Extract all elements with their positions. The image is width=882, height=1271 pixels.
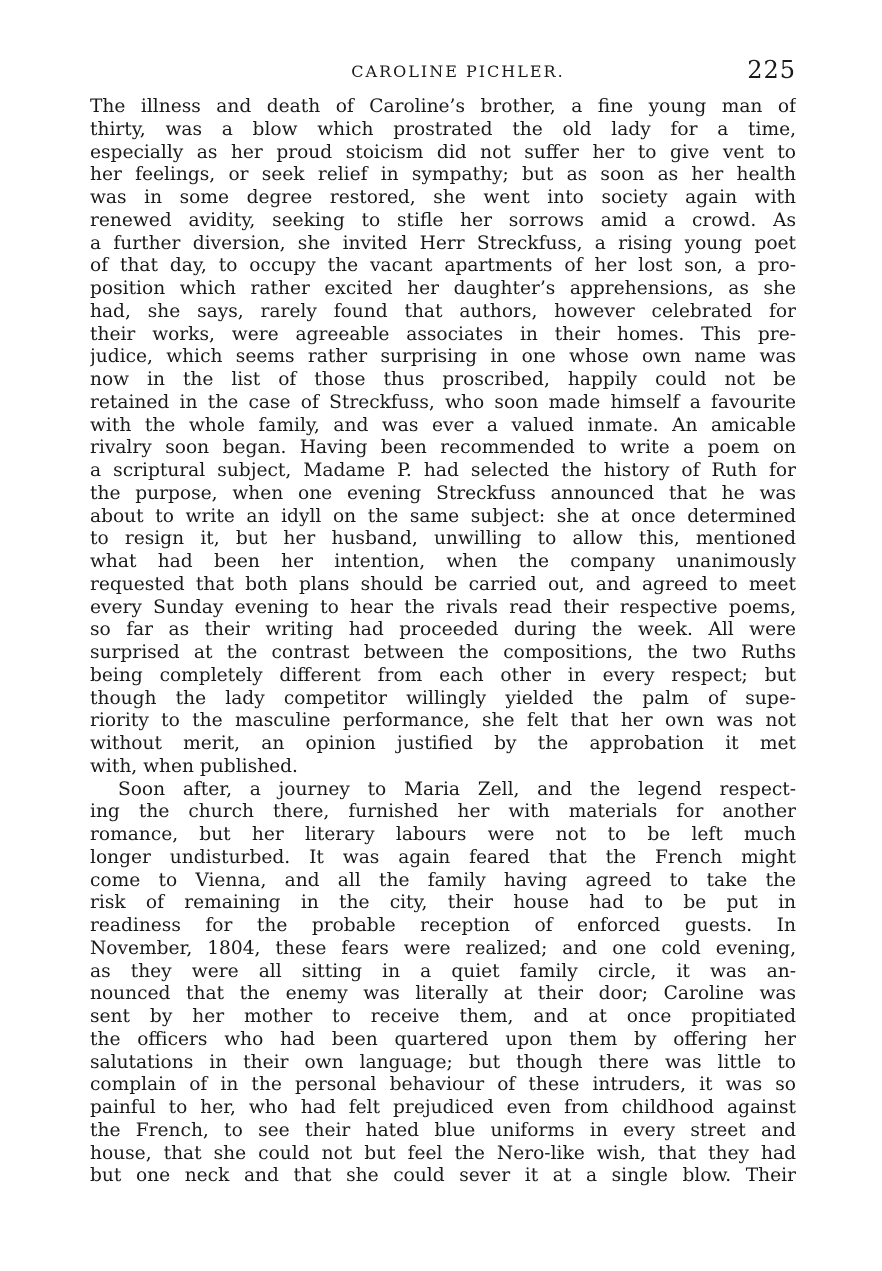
text-line: of that day, to occupy the vacant apartments of her lost son, a pro- (90, 255, 796, 277)
text-line: had, she says, rarely found that authors, however celebrated for (90, 300, 796, 322)
text-line: romance, but her literary labours were not to be left much (90, 824, 796, 845)
body-text (90, 96, 796, 1188)
text-line: their works, were agreeable associates in their homes. This pre- (90, 323, 796, 345)
text-line: sent by her mother to receive them, and at once propitiated (90, 1006, 796, 1027)
text-line: complain of in the personal behaviour of these intruders, it was so (90, 1074, 796, 1096)
running-title: CAROLINE PICHLER. (351, 62, 565, 81)
text-line: nounced that the enemy was literally at their door; Caroline was (90, 983, 796, 1005)
paragraph (90, 779, 796, 1189)
text-line: requested that both plans should be carried out, and agreed to meet (90, 573, 796, 595)
text-line: with, when published. (90, 755, 298, 777)
text-line: renewed avidity, seeking to stifle her sorrows amid a crowd. As (90, 209, 796, 231)
text-line: to resign it, but her husband, unwilling to allow this, mentioned (90, 528, 796, 550)
text-line: ing the church there, furnished her with materials for another (90, 801, 796, 823)
paragraph (90, 96, 796, 779)
text-line: salutations in their own language; but though there was little to (90, 1051, 796, 1073)
text-line: riority to the masculine performance, she felt that her own was not (90, 710, 796, 732)
text-line: house, that she could not but feel the Nero-like wish, that they had (90, 1142, 796, 1164)
text-line: her feelings, or seek relief in sympathy; but as soon as her health (90, 164, 796, 186)
text-line: about to write an idyll on the same subject: she at once determined (90, 505, 796, 527)
text-line: so far as their writing had proceeded during the week. All were (90, 619, 796, 641)
text-line: as they were all sitting in a quiet family circle, it was an- (90, 960, 796, 982)
text-line: thirty, was a blow which prostrated the old lady for a time, (90, 118, 796, 140)
text-line: come to Vienna, and all the family having agreed to take the (90, 869, 796, 891)
text-line: The illness and death of Caroline’s brother, a fine young man of (90, 96, 796, 117)
text-line: a further diversion, she invited Herr Streckfuss, a rising young poet (90, 232, 796, 254)
text-line: the purpose, when one evening Streckfuss announced that he was (90, 482, 796, 504)
page-number: 225 (747, 56, 796, 84)
text-line: without merit, an opinion justified by the approbation it met (90, 733, 796, 754)
text-line: with the whole family, and was ever a valued inmate. An amicable (90, 414, 796, 436)
text-line: the officers who had been quartered upon them by offering her (90, 1028, 796, 1050)
text-line: judice, which seems rather surprising in one whose own name was (90, 346, 796, 368)
text-line: Soon after, a journey to Maria Zell, and the legend respect- (118, 778, 796, 800)
text-line: was in some degree restored, she went into society again with (90, 187, 796, 208)
text-line: longer undisturbed. It was again feared that the French might (90, 846, 796, 868)
text-line: but one neck and that she could sever it at a single blow. Their (90, 1165, 796, 1187)
text-line: every Sunday evening to hear the rivals read their respective poems, (90, 596, 796, 618)
text-line: November, 1804, these fears were realized; and one cold evening, (90, 937, 796, 959)
book-page (90, 56, 796, 1188)
text-line: being completely different from each other in every respect; but (90, 664, 796, 686)
text-line: retained in the case of Streckfuss, who soon made himself a favourite (90, 391, 796, 413)
text-line: especially as her proud stoicism did not suffer her to give vent to (90, 141, 796, 163)
text-line: painful to her, who had felt prejudiced even from childhood against (90, 1097, 796, 1118)
text-line: though the lady competitor willingly yielded the palm of supe- (90, 687, 796, 709)
text-line: rivalry soon began. Having been recommended to write a poem on (90, 437, 796, 459)
page-header (90, 56, 796, 90)
text-line: now in the list of those thus proscribed, happily could not be (90, 369, 796, 390)
text-line: a scriptural subject, Madame P. had selected the history of Ruth for (90, 460, 796, 481)
text-line: readiness for the probable reception of enforced guests. In (90, 915, 796, 936)
text-line: surprised at the contrast between the compositions, the two Ruths (90, 642, 796, 663)
text-line: the French, to see their hated blue uniforms in every street and (90, 1119, 796, 1141)
text-line: what had been her intention, when the company unanimously (90, 551, 796, 572)
text-line: risk of remaining in the city, their house had to be put in (90, 892, 796, 914)
text-line: position which rather excited her daughter’s apprehensions, as she (90, 278, 796, 299)
